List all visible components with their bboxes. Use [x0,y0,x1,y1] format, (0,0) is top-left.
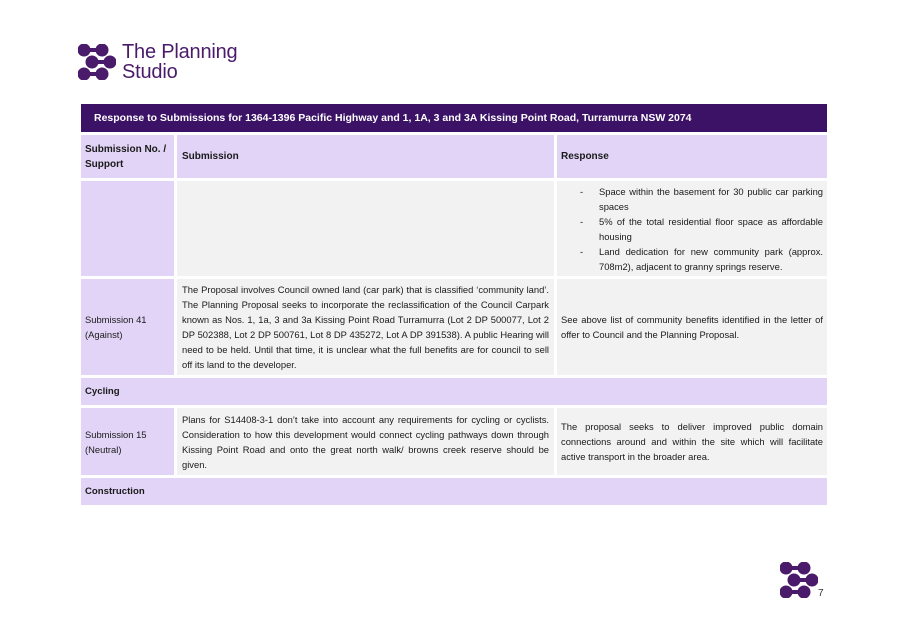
row-41-submission [177,279,554,375]
list-item: - 5% of the total residential floor space as affordable housing [561,214,823,244]
table-row [81,279,827,375]
header-submission-no [81,135,174,178]
brand-logo [78,42,237,82]
page-number: 7 [818,588,824,599]
header-col1-label: Submission No. / Support [85,143,167,170]
planning-studio-mark-icon [78,44,116,80]
section-heading-construction [81,478,827,505]
row-15-submission-text: Plans for S14408-3-1 don’t take into account any requirements for cycling or cyclists. Consideration to how this development would connect cycling pathways down through Kissing Point Road and onto the great north walk/ browns creek reserve should be given. [182,413,549,470]
row-41-submission-text: The Proposal involves Council owned land (car park) that is classified ‘community land’. The Planning Proposal seeks to incorporate the reclassification of the Council Carpark known as Nos. 1, 1a, 3 and 3a Kissing Point Road Turramurra (Lot 2 DP 500077, Lot 2 DP 502388, Lot 2 DP 500761, Lot 8 DP 435272, Lot A DP 391538). A public Hearing will need to be held. Until that time, it is unclear what the full benefits are for council to sell off its land to the developer. [182,284,549,370]
table-row [81,181,827,276]
section-heading-cycling [81,378,827,405]
section-cycling-label: Cycling [85,386,120,397]
header-col3-label: Response [561,151,609,162]
header-submission [177,135,554,178]
brand-name [122,42,237,82]
row-15-response [557,408,827,475]
section-construction-label: Construction [85,486,145,497]
row-41-submission-no-text: Submission 41 (Against) [85,314,147,340]
table-title: Response to Submissions for 1364-1396 Pacific Highway and 1, 1A, 3 and 3A Kissing Point Road, Turramurra NSW 2074 [81,104,827,132]
row-15-response-text: The proposal seeks to deliver improved public domain connections around and within the site which will facilitate active transport in the broader area. [561,421,823,462]
table-row [81,408,827,475]
row-continued-submission-no [81,181,174,276]
community-benefits-list [561,184,823,274]
row-41-response [557,279,827,375]
row-41-response-text: See above list of community benefits identified in the letter of offer to Council and the Planning Proposal. [561,314,823,340]
header-col2-label: Submission [182,151,239,162]
row-continued-response [557,181,827,276]
list-item: - Space within the basement for 30 public car parking spaces [561,184,823,214]
footer-logo-icon [780,562,818,598]
brand-name-line2: Studio [122,61,178,83]
row-continued-submission [177,181,554,276]
brand-name-line1: The Planning [122,41,238,63]
row-15-submission-no [81,408,174,475]
row-41-submission-no [81,279,174,375]
row-15-submission-no-text: Submission 15 (Neutral) [85,428,147,455]
row-15-submission [177,408,554,475]
header-response [557,135,827,178]
submissions-table [81,104,827,505]
table-header-row [81,135,827,178]
list-item: - Land dedication for new community park (approx. 708m2), adjacent to granny springs reserve. [561,244,823,274]
